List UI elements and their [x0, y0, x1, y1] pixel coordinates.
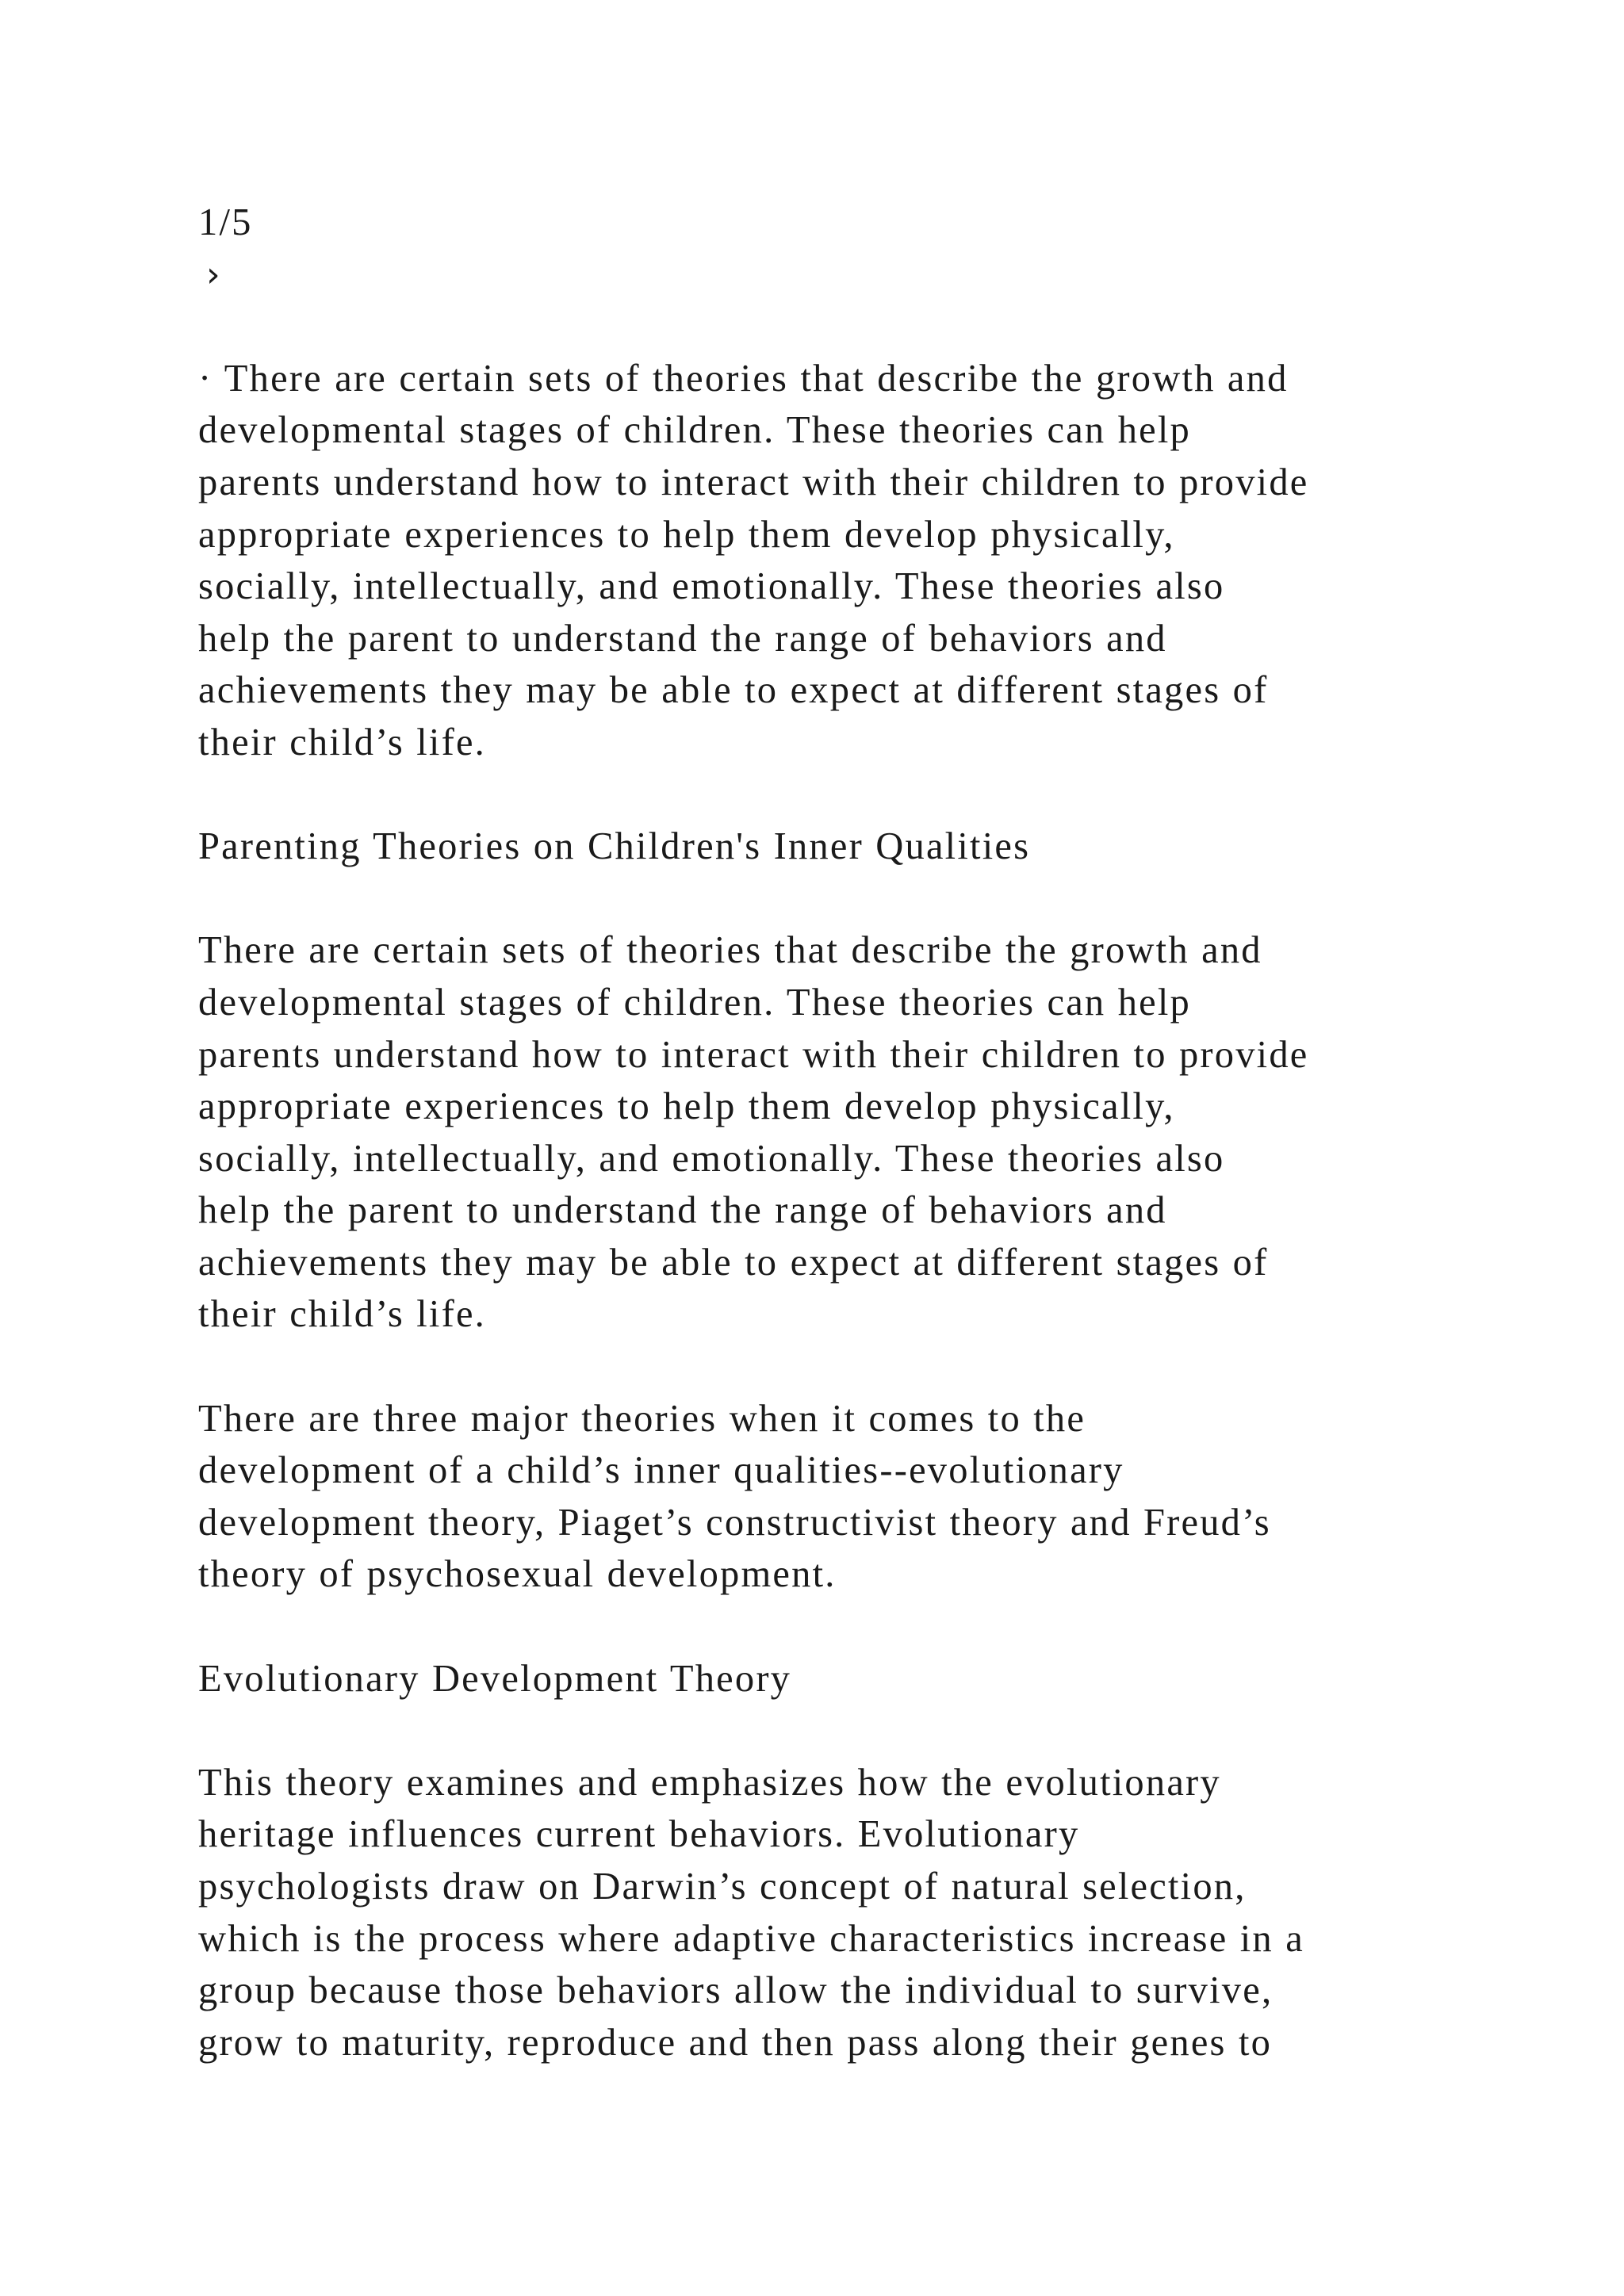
text-line: group because those behaviors allow the individual to survive,: [198, 1969, 1274, 2012]
text-line: their child’s life.: [198, 721, 487, 763]
text-line: This theory examines and emphasizes how the evolutionary: [198, 1761, 1221, 1804]
text-line: parents understand how to interact with their children to provide: [198, 461, 1309, 503]
text-line: achievements they may be able to expect at different stages of: [198, 1241, 1269, 1284]
text-line: development theory, Piaget’s constructivist theory and Freud’s: [198, 1501, 1271, 1544]
evolutionary-paragraph-1: [198, 1757, 1435, 2069]
text-line: developmental stages of children. These theories can help: [198, 981, 1191, 1024]
text-line: psychologists draw on Darwin’s concept of natural selection,: [198, 1866, 1247, 1908]
intro-paragraph: [198, 353, 1435, 769]
next-page-chevron-icon[interactable]: ›: [206, 254, 222, 295]
text-line: developmental stages of children. These theories can help: [198, 409, 1191, 452]
parenting-theories-paragraph-1: [198, 924, 1435, 1341]
document-page: [198, 197, 1435, 2068]
spacer: [198, 1705, 1435, 1757]
text-line: grow to maturity, reproduce and then pass along their genes to: [198, 2021, 1273, 2064]
pager: [198, 197, 1435, 300]
spacer: [198, 873, 1435, 925]
text-line: help the parent to understand the range of behaviors and: [198, 1189, 1167, 1232]
text-line: socially, intellectually, and emotionally. These theories also: [198, 565, 1225, 608]
text-line: heritage influences current behaviors. Evolutionary: [198, 1813, 1080, 1856]
spacer: [198, 1341, 1435, 1393]
text-line: parents understand how to interact with their children to provide: [198, 1033, 1309, 1076]
text-line: theory of psychosexual development.: [198, 1553, 837, 1596]
section-heading-evolutionary-development: Evolutionary Development Theory: [198, 1657, 792, 1700]
text-line: help the parent to understand the range of behaviors and: [198, 617, 1167, 660]
text-line: their child’s life.: [198, 1293, 487, 1336]
section-heading-parenting-theories: Parenting Theories on Children's Inner Qualities: [198, 825, 1031, 868]
text-line: There are certain sets of theories that describe the growth and: [198, 929, 1262, 972]
spacer: [198, 300, 1435, 353]
spacer: [198, 769, 1435, 821]
text-line: · There are certain sets of theories that describe the growth and: [198, 357, 1289, 400]
text-line: development of a child’s inner qualities--evolutionary: [198, 1449, 1124, 1492]
text-line: There are three major theories when it comes to the: [198, 1397, 1086, 1440]
text-line: socially, intellectually, and emotionally. These theories also: [198, 1137, 1225, 1180]
spacer: [198, 1601, 1435, 1653]
parenting-theories-paragraph-2: [198, 1393, 1435, 1601]
text-line: which is the process where adaptive characteristics increase in a: [198, 1917, 1304, 1960]
text-line: appropriate experiences to help them develop physically,: [198, 513, 1175, 556]
page-indicator: 1/5: [198, 201, 253, 243]
text-line: achievements they may be able to expect at different stages of: [198, 669, 1269, 712]
text-line: appropriate experiences to help them develop physically,: [198, 1085, 1175, 1128]
